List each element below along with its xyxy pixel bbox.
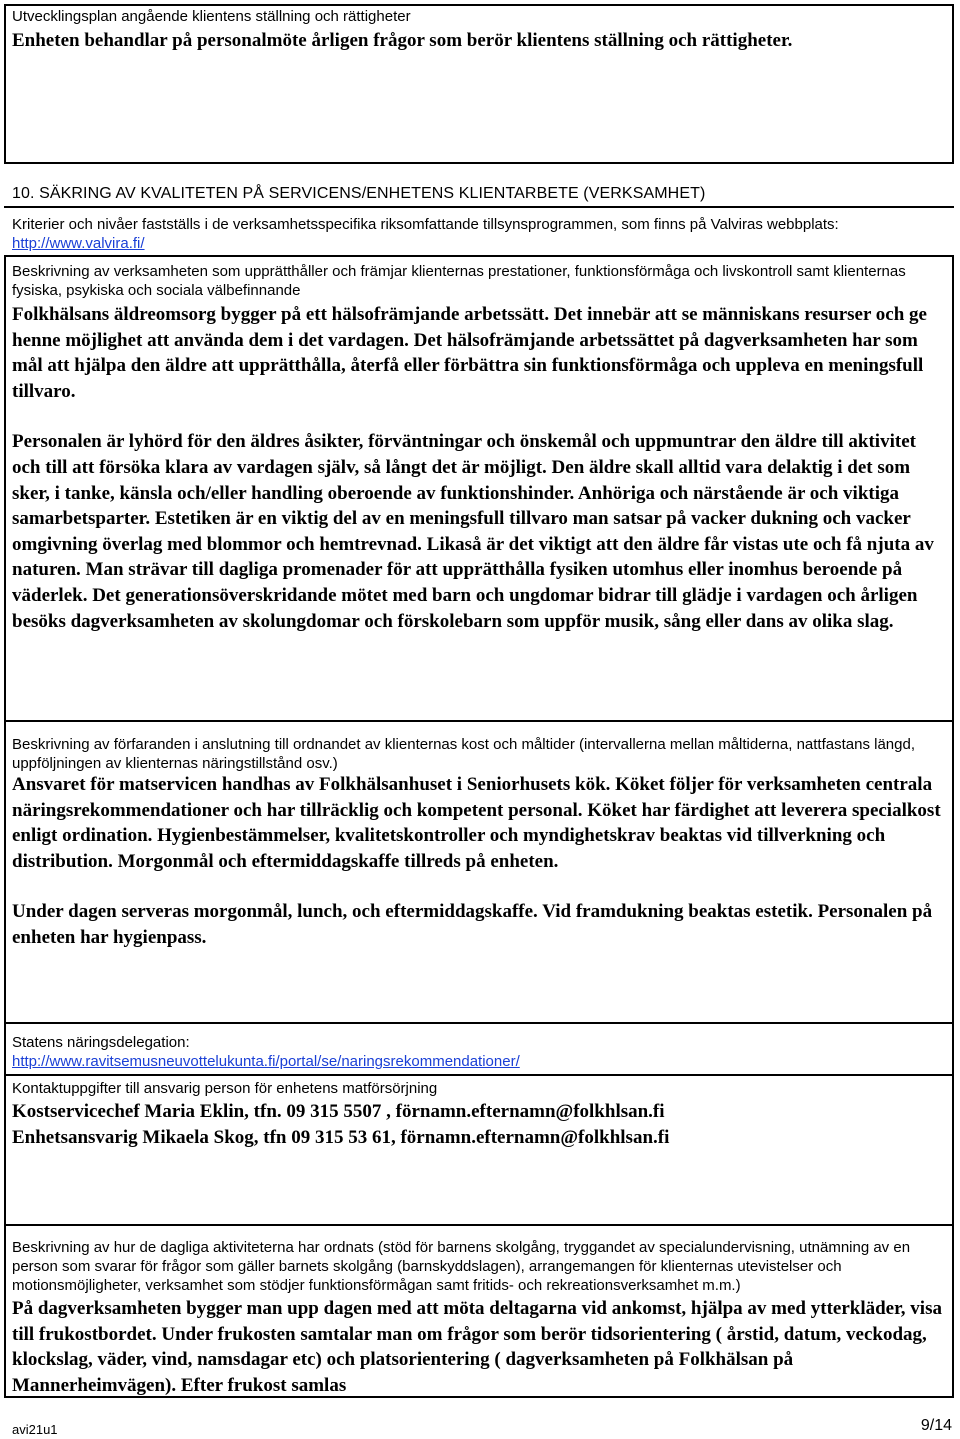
contact-details [12,1099,946,1150]
nutrition-box-left [4,1022,6,1074]
activity-box-left [4,255,6,720]
food-content [12,772,946,951]
nutrition-board [12,1033,946,1071]
criteria-text [12,215,946,253]
daily-box-bottom [4,1396,954,1398]
valvira-link[interactable]: http://www.valvira.fi/ [12,235,145,252]
nutrition-board-label: Statens näringsdelegation: [12,1034,190,1051]
activity-box-right [952,255,954,720]
activity-paragraph-1: Folkhälsans äldreomsorg bygger på ett hälsofrämjande arbetssätt. Det innebär att se människans resurser och ge henne möjlighet att använda dem i det vardagen. Det hälsofrämjande arbetssättet på dagverksamheten har som mål att hjälpa den äldre att upprätthålla, återfå eller förbättra sin funktionsförmåga och uppleva en meningsfull tillvaro. [12,304,927,402]
nutrition-board-link[interactable]: http://www.ravitsemusneuvottelukunta.fi/portal/se/naringsrekommendationer/ [12,1053,520,1070]
page-number: 9/14 [920,1417,952,1434]
rights-plan-label: Utvecklingsplan angående klientens ställning och rättigheter [12,8,411,25]
criteria-description: Kriterier och nivåer fastställs i de verksamhetsspecifika riksomfattande tillsynsprogrammen, som finns på Valviras webbplats: [12,216,839,233]
contact-box-left [4,1074,6,1224]
activity-box-bottom [4,720,954,722]
daily-box-right [952,1224,954,1396]
section-divider [4,206,954,208]
contact-line-2: Enhetsansvarig Mikaela Skog, tfn 09 315 53 61, förnamn.efternamn@folkhlsan.fi [12,1126,670,1148]
food-box-left [4,720,6,1022]
rights-plan-text: Enheten behandlar på personalmöte årligen frågor som berör klientens ställning och rättigheter. [12,30,793,51]
daily-label: Beskrivning av hur de dagliga aktiviteterna har ordnats (stöd för barnens skolgång, tryggandet av specialundervisning, utnämning av en person som svarar för frågor som gäller barnets skolgång (barnskyddslagen), arrangemangen för klienternas utevistelser och motionsmöjligheter, verksamhet som stödjer funktionsförmågan samt fritids- och rekreationsverksamhet m.m.) [12,1239,911,1294]
food-label: Beskrivning av förfaranden i anslutning till ordnandet av klienternas kost och måltider (intervallerna mellan måltiderna, nattfastans längd, uppföljningen av klienternas näringstillstånd osv.) [12,736,915,772]
contact-box-right [952,1074,954,1224]
daily-box-left [4,1224,6,1396]
daily-paragraph-1: På dagverksamheten bygger man upp dagen med att möta deltagarna vid ankomst, hjälpa av med ytterkläder, visa till frukostbordet. Under frukosten samtalar man om frågor som berör tidsorientering ( årstid, datum, veckodag, klockslag, väder, vind, namsdagar etc) och platsorientering ( dagverksamheten på Folkhälsan på Mannerheimvägen). Efter frukost samlas [12,1298,942,1396]
food-paragraph-2: Under dagen serveras morgonmål, lunch, och eftermiddagskaffe. Vid framdukning beaktas estetik. Personalen på enheten har hygienpass. [12,901,933,948]
activity-paragraph-2: Personalen är lyhörd för den äldres åsikter, förväntningar och önskemål och uppmuntrar den äldre till aktivitet och till att försöka klara av vardagen själv, så långt det är möjligt. Den äldre skall alltid vara delaktig i det som sker, i tanke, känsla och/eller handling oberoende av funktionshinder. Anhöriga och närstående är och viktiga samarbetsparter. Estetiken är en viktig del av en meningsfull tillvaro man satsar på vacker dukning och vacker omgivning överlag med blommor och hemtrevnad. Likaså är det viktigt att den äldre får vistas ute och få njuta av naturen. Man strävar till dagliga promenader för att upprätthålla fysiken utomhus eller inomhus beroende på väderlek. Det generationsöverskridande mötet med barn och ungdomar bidrar till glädje i vardagen och årligen besöks dagverksamheten av skolungdomar och förskolebarn som uppför musik, sång eller dans av olika slag. [12,431,934,632]
contact-line-1: Kostservicechef Maria Eklin, tfn. 09 315 5507 , förnamn.efternamn@folkhlsan.fi [12,1101,665,1122]
footer-code: avi21u1 [12,1422,58,1437]
contact-label: Kontaktuppgifter till ansvarig person för enhetens matförsörjning [12,1080,438,1097]
food-box-right [952,720,954,1022]
activity-box-top [4,255,954,257]
contact-box-bottom [4,1224,954,1226]
food-box-bottom [4,1022,954,1024]
nutrition-box-bottom [4,1074,954,1076]
food-paragraph-1: Ansvaret för matservicen handhas av Folkhälsanhuset i Seniorhusets kök. Köket följer för verksamheten centrala näringsrekommendationer och har tillräcklig och kompetent personal. Köket har färdighet att leverera specialkost enligt ordination. Hygienbestämmelser, kvalitetskontroller och myndighetskrav beaktas vid tillverkning och distribution. Morgonmål och eftermiddagskaffe tillreds på enheten. [12,774,941,872]
section-heading: 10. SÄKRING AV KVALITETEN PÅ SERVICENS/ENHETENS KLIENTARBETE (VERKSAMHET) [12,185,706,202]
nutrition-box-right [952,1022,954,1074]
activity-label: Beskrivning av verksamheten som upprätthåller och främjar klienternas prestationer, funktionsförmåga och livskontroll samt klienternas fysiska, psykiska och sociala välbefinnande [12,263,906,299]
activity-content [12,302,946,634]
